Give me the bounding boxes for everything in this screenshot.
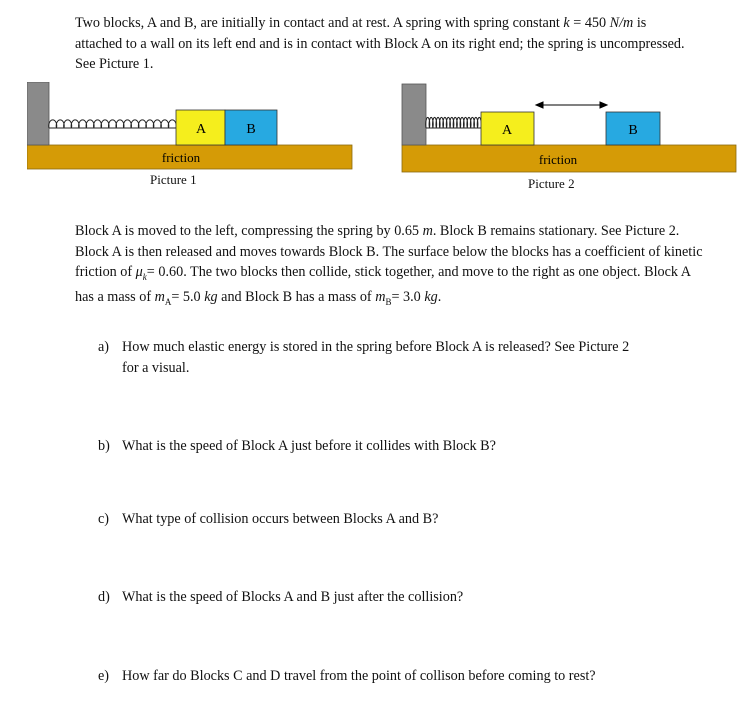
question-text: How far do Blocks C and D travel from the point of collison before coming to rest? [122, 668, 596, 684]
body-text-3: . The two blocks then collide, stick together, and move to the right as one object. Block A has a mass of [75, 264, 691, 306]
mu-value: = 0.60 [146, 264, 184, 280]
mass-b-subscript: B [385, 297, 392, 308]
mass-a-subscript: A [164, 297, 172, 308]
mass-b-symbol: m [375, 289, 386, 306]
question-text: How much elastic energy is stored in the spring before Block A is released? See Picture 2 [122, 339, 630, 355]
question-c [98, 509, 718, 530]
question-e [98, 666, 718, 687]
spring-constant-unit: N/m [609, 15, 634, 31]
question-label: c) [98, 511, 110, 527]
question-text: What type of collision occurs between Blocks A and B? [122, 511, 439, 527]
body-text-4: and Block B has a mass of [217, 289, 376, 306]
question-b [98, 436, 718, 457]
spring-icon [49, 120, 177, 128]
question-label: e) [98, 668, 110, 684]
double-arrow-icon [536, 102, 607, 108]
block-b-label: B [246, 122, 256, 137]
picture-1-diagram [27, 82, 355, 172]
wall [402, 84, 426, 145]
spring-constant-symbol: k [563, 15, 570, 31]
mass-a-symbol: m [154, 289, 165, 306]
picture-2-diagram [400, 82, 740, 177]
friction-label: friction [161, 150, 201, 165]
block-a-label: A [501, 123, 513, 138]
problem-paragraph [75, 221, 705, 313]
question-label: b) [98, 438, 110, 454]
block-b-label: B [628, 123, 638, 138]
mass-b-value: = 3.0 [391, 289, 425, 306]
spring-constant-value: 450 [584, 15, 607, 31]
mass-a-value: = 5.0 [171, 289, 205, 306]
mass-b-unit: kg [424, 289, 438, 306]
body-text-5: . [437, 289, 442, 306]
wall [27, 82, 49, 145]
body-text-2: . Block B remains stationary. See Picture 2. Block A is then released and moves towards Block B. The surface below the blocks has a coefficient of kinetic friction of [75, 223, 703, 280]
body-text-1: Block A is moved to the left, compressing the spring by [75, 223, 395, 239]
question-text-continued: for a visual. [122, 359, 190, 376]
question-text: What is the speed of Blocks A and B just after the collision? [122, 589, 464, 605]
compression-value: 0.65 [394, 223, 420, 239]
compressed-spring-icon [426, 117, 482, 128]
mu-subscript: k [142, 271, 147, 282]
block-a-label: A [195, 122, 207, 137]
intro-paragraph [75, 13, 685, 75]
intro-text-a: Two blocks, A and B, are initially in contact and at rest. A spring with spring constant [75, 15, 564, 31]
intro-text-b: is attached to a wall on its left end and is in contact with Block A on its right end; the spring is uncompressed. See Picture 1. [75, 15, 685, 72]
mass-a-unit: kg [204, 289, 218, 306]
friction-label: friction [538, 152, 578, 167]
question-a [98, 337, 718, 378]
picture-2-caption: Picture 2 [528, 176, 575, 191]
mu-symbol: μ [135, 264, 143, 280]
question-label: a) [98, 339, 110, 355]
question-label: d) [98, 589, 110, 605]
equals-sign: = [569, 15, 585, 31]
question-text: What is the speed of Block A just before it collides with Block B? [122, 438, 496, 454]
compression-unit: m [422, 223, 433, 239]
picture-1-caption: Picture 1 [150, 172, 197, 187]
question-d [98, 587, 718, 608]
